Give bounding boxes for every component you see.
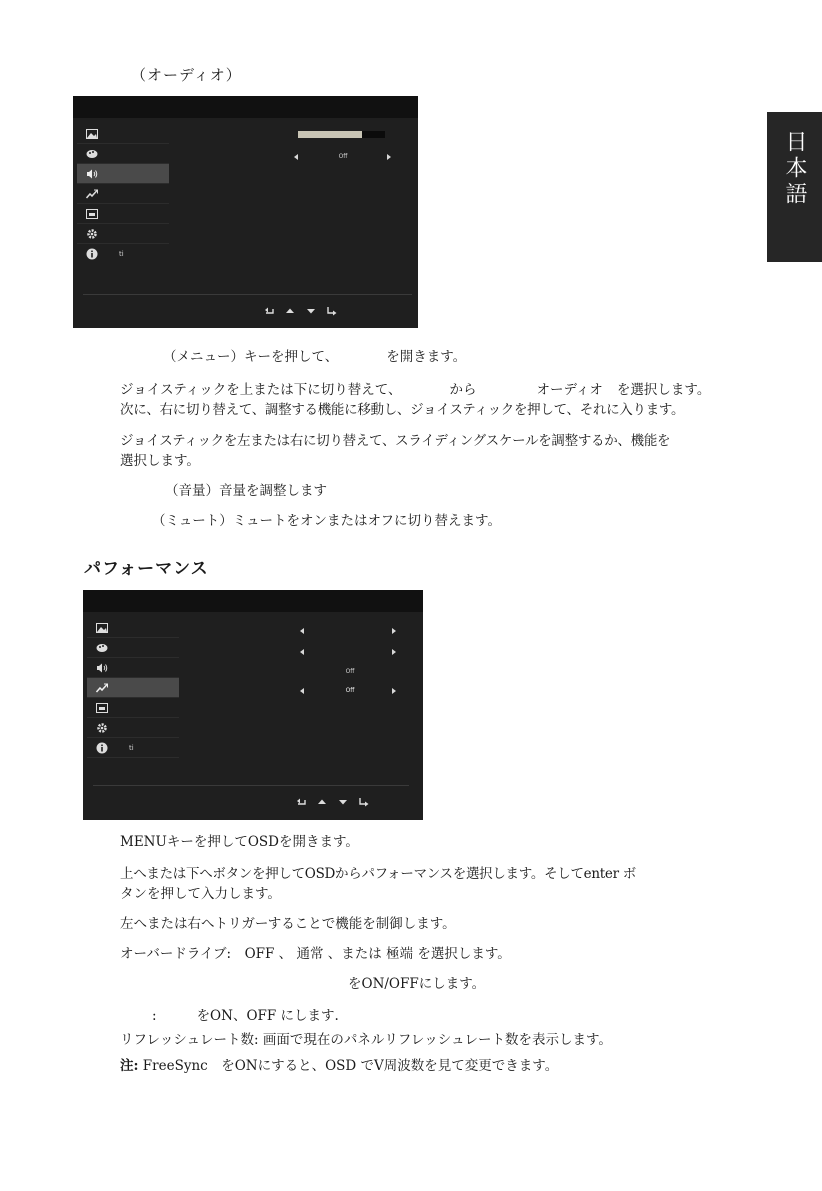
info-sub-label: ti xyxy=(129,743,134,752)
up-icon[interactable] xyxy=(317,797,327,807)
audio-line-6: （音量）音量を調整します xyxy=(165,483,327,499)
enter-icon[interactable] xyxy=(359,797,369,807)
menu-item-osd[interactable] xyxy=(87,698,179,718)
menu-item-color[interactable] xyxy=(87,638,179,658)
menu-item-audio[interactable] xyxy=(77,164,169,184)
osd-title-bar xyxy=(73,96,418,118)
row1-right-arrow[interactable] xyxy=(392,628,396,634)
perf-line-4: 左へまたは右へトリガーすることで機能を制御します。 xyxy=(120,916,456,932)
audio-icon xyxy=(85,167,99,181)
up-icon[interactable] xyxy=(285,306,295,316)
osd-footer-divider xyxy=(93,785,409,786)
mute-right-arrow[interactable] xyxy=(387,154,391,160)
menu-item-performance[interactable] xyxy=(77,184,169,204)
perf-line-2: 上へまたは下へボタンを押してOSDからパフォーマンスを選択します。そしてenter ボ xyxy=(120,866,636,882)
perf-line-7 xyxy=(152,1006,339,1026)
audio-line-2d: を選択します。 xyxy=(616,382,711,398)
back-icon[interactable] xyxy=(296,797,306,807)
perf-line-7b: をON、OFF にします. xyxy=(196,1008,339,1024)
menu-item-system[interactable] xyxy=(77,224,169,244)
menu-item-audio[interactable] xyxy=(87,658,179,678)
audio-line-2b: から xyxy=(449,382,477,398)
row2-right-arrow[interactable] xyxy=(392,649,396,655)
back-icon[interactable] xyxy=(264,306,274,316)
osd-icon xyxy=(95,701,109,715)
audio-line-3: 次に、右に切り替えて、調整する機能に移動し、ジョイスティックを押して、それに入ります。 xyxy=(120,402,685,418)
row2-left-arrow[interactable] xyxy=(300,649,304,655)
perf-line-1: MENUキーを押してOSDを開きます。 xyxy=(120,834,359,850)
audio-line-2c: オーディオ xyxy=(536,382,603,398)
audio-line-1 xyxy=(120,347,466,367)
menu-item-picture[interactable] xyxy=(87,618,179,638)
perf-line-6: をON/OFFにします。 xyxy=(348,976,486,992)
audio-icon xyxy=(95,661,109,675)
osd-footer-divider xyxy=(83,294,412,295)
picture-icon xyxy=(95,621,109,635)
row1-left-arrow[interactable] xyxy=(300,628,304,634)
audio-line-1a: （メニュー）キーを押して、 xyxy=(163,349,339,365)
menu-item-picture[interactable] xyxy=(77,124,169,144)
osd-icon xyxy=(85,207,99,221)
menu-item-info[interactable] xyxy=(77,244,169,263)
row4-value: Off xyxy=(345,687,355,694)
note-label: 注: xyxy=(120,1058,139,1074)
audio-line-2 xyxy=(120,380,710,400)
menu-item-info[interactable] xyxy=(87,738,179,758)
row4-right-arrow[interactable] xyxy=(392,688,396,694)
info-sub-label: ti xyxy=(119,249,124,258)
audio-line-2a: ジョイスティックを上または下に切り替えて、 xyxy=(120,382,402,398)
audio-line-7: （ミュート）ミュートをオンまたはオフに切り替えます。 xyxy=(152,513,501,529)
menu-item-color[interactable] xyxy=(77,144,169,164)
perf-line-8: リフレッシュレート数: 画面で現在のパネルリフレッシュレート数を表示します。 xyxy=(120,1032,612,1048)
language-tab-label: 日本語 xyxy=(782,130,807,208)
enter-icon[interactable] xyxy=(327,306,337,316)
osd-nav-keys xyxy=(296,797,369,807)
performance-icon xyxy=(95,681,109,695)
volume-slider[interactable] xyxy=(298,131,385,138)
color-icon xyxy=(95,641,109,655)
row3-value: Off xyxy=(345,668,355,675)
info-icon xyxy=(85,247,99,261)
row4-left-arrow[interactable] xyxy=(300,688,304,694)
down-icon[interactable] xyxy=(338,797,348,807)
perf-line-5: オーバードライブ: OFF 、 通常 、または 極端 を選択します。 xyxy=(120,946,511,962)
system-icon xyxy=(95,721,109,735)
down-icon[interactable] xyxy=(306,306,316,316)
volume-slider-fill xyxy=(298,131,362,138)
performance-icon xyxy=(85,187,99,201)
osd-title-bar xyxy=(83,590,423,612)
system-icon xyxy=(85,227,99,241)
menu-item-performance[interactable] xyxy=(87,678,179,698)
audio-line-4: ジョイスティックを左または右に切り替えて、スライディングスケールを調整するか、機能を xyxy=(120,433,671,449)
perf-line-9 xyxy=(120,1056,558,1076)
menu-item-osd[interactable] xyxy=(77,204,169,224)
osd-nav-keys xyxy=(264,306,337,316)
mute-left-arrow[interactable] xyxy=(294,154,298,160)
mute-value: Off xyxy=(338,153,348,160)
audio-line-5: 選択します。 xyxy=(120,453,200,469)
info-icon xyxy=(95,741,109,755)
language-tab xyxy=(767,112,822,262)
audio-line-1b: を開きます。 xyxy=(386,349,467,365)
perf-line-7a: : xyxy=(152,1008,157,1024)
color-icon xyxy=(85,147,99,161)
performance-title: パフォーマンス xyxy=(84,559,209,579)
perf-line-9-text: FreeSync をONにすると、OSD でV周波数を見て変更できます。 xyxy=(142,1058,559,1074)
audio-heading: （オーディオ） xyxy=(131,66,242,84)
audio-osd-screen xyxy=(73,96,418,328)
performance-osd-screen xyxy=(83,590,423,820)
picture-icon xyxy=(85,127,99,141)
menu-item-system[interactable] xyxy=(87,718,179,738)
perf-line-3: タンを押して入力します。 xyxy=(120,886,281,902)
